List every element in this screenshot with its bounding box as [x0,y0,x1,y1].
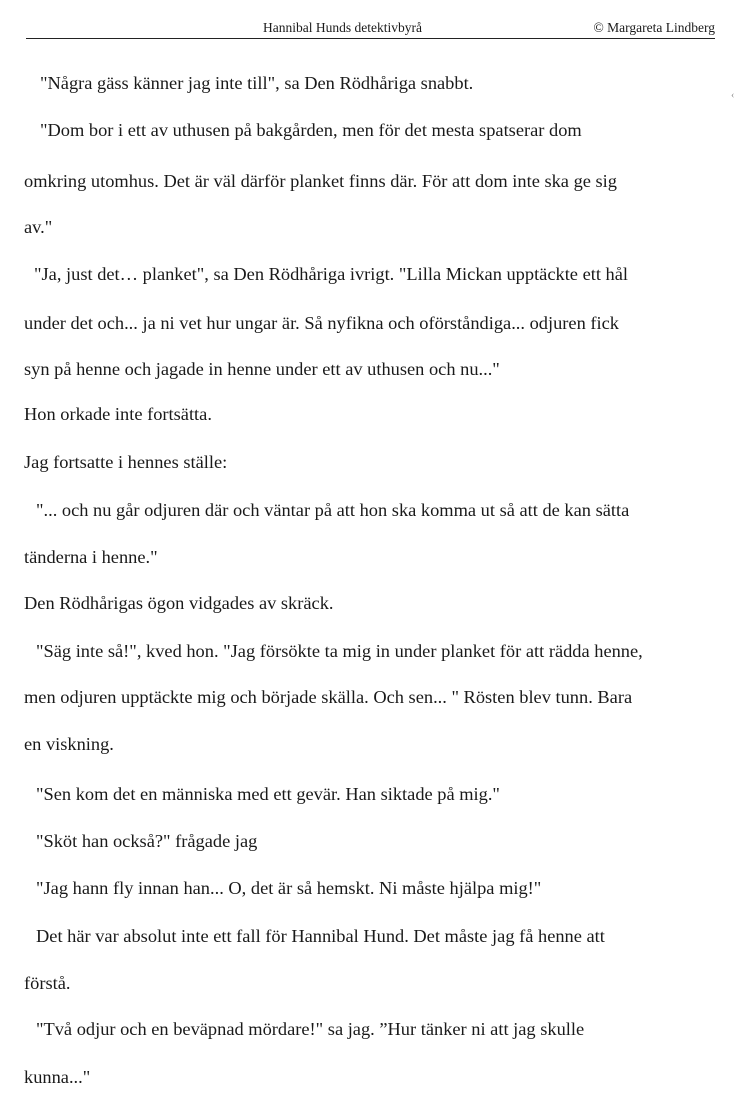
header-copyright: © Margareta Lindberg [593,20,715,35]
text-line: "Jag hann fly innan han... O, det är så hemskt. Ni måste hjälpa mig!" [36,878,542,898]
text-line: en viskning. [24,734,114,754]
text-line: "Sen kom det en människa med ett gevär. Han siktade på mig." [36,784,500,804]
text-line: förstå. [24,973,71,993]
header-title: Hannibal Hunds detektivbyrå [263,20,422,35]
text-line: "Säg inte så!", kved hon. "Jag försökte ta mig in under planket för att rädda henne, [36,641,643,661]
text-line: av." [24,217,53,237]
page-header [26,18,715,39]
text-line: "... och nu går odjuren där och väntar på att hon ska komma ut så att de kan sätta [36,500,630,520]
margin-mark: ‹ [731,90,735,101]
text-line: Det här var absolut inte ett fall för Hannibal Hund. Det måste jag få henne att [36,926,605,946]
text-line: "Några gäss känner jag inte till", sa Den Rödhåriga snabbt. [40,73,474,93]
text-line: kunna..." [24,1067,91,1087]
text-line: omkring utomhus. Det är väl därför planket finns där. För att dom inte ska ge sig [24,171,617,191]
text-line: tänderna i henne." [24,547,158,567]
text-line: "Ja, just det… planket", sa Den Rödhåriga ivrigt. "Lilla Mickan upptäckte ett hål [34,264,629,284]
text-line: men odjuren upptäckte mig och började skälla. Och sen... " Rösten blev tunn. Bara [24,687,633,707]
text-line: Den Rödhårigas ögon vidgades av skräck. [24,593,334,613]
text-line: Jag fortsatte i hennes ställe: [24,452,228,472]
text-line: "Dom bor i ett av uthusen på bakgården, men för det mesta spatserar dom [40,120,582,140]
text-line: "Två odjur och en beväpnad mördare!" sa jag. ”Hur tänker ni att jag skulle [36,1019,585,1039]
text-line: "Sköt han också?" frågade jag [36,831,258,851]
text-line: syn på henne och jagade in henne under ett av uthusen och nu..." [24,359,500,379]
text-line: under det och... ja ni vet hur ungar är. Så nyfikna och oförståndiga... odjuren fick [24,313,619,333]
text-line: Hon orkade inte fortsätta. [24,404,212,424]
